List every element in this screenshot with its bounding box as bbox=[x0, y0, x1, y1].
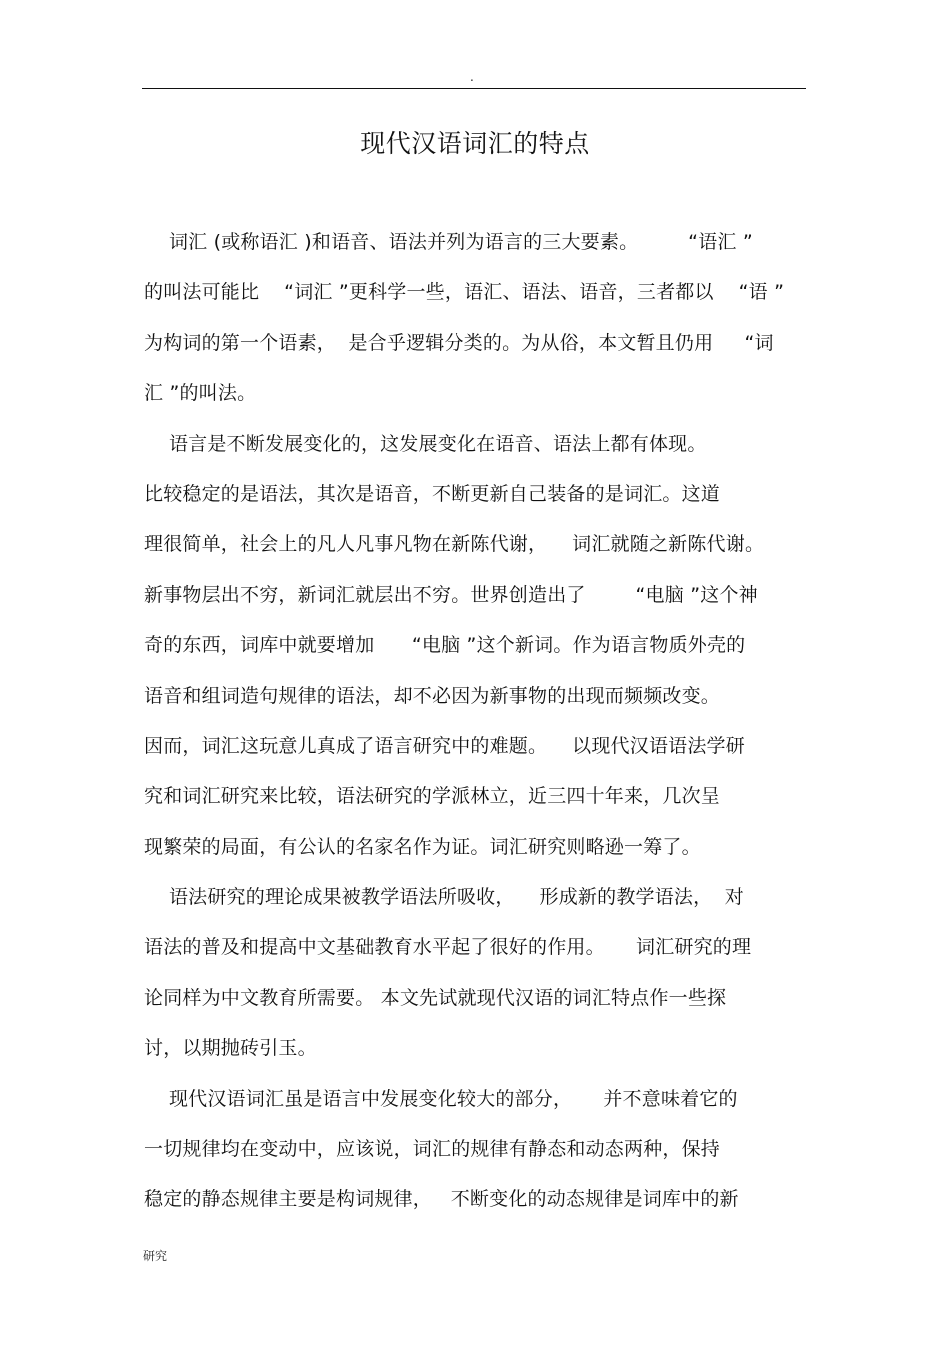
document-title: 现代汉语词汇的特点 bbox=[360, 129, 590, 158]
body-line: 词汇 (或称语汇 )和语音、语法并列为语言的三大要素。 “语汇 ” bbox=[144, 231, 753, 253]
footer-label: 研究 bbox=[143, 1249, 168, 1263]
body-line: 新事物层出不穷，新词汇就层出不穷。世界创造出了 “电脑 ”这个神 bbox=[144, 583, 758, 606]
body-line: 稳定的静态规律主要是构词规律， 不断变化的动态规律是词库中的新 bbox=[144, 1188, 739, 1211]
document-body bbox=[144, 222, 824, 1230]
body-line: 语法的普及和提高中文基础教育水平起了很好的作用。 词汇研究的理 bbox=[144, 936, 752, 959]
body-line: 因而，词汇这玩意儿真成了语言研究中的难题。 以现代汉语语法学研 bbox=[144, 734, 745, 757]
body-line: 为构词的第一个语素， 是合乎逻辑分类的。为从俗，本文暂且仍用 “词 bbox=[144, 331, 774, 354]
body-line: 的叫法可能比 “词汇 ”更科学一些，语汇、语法、语音，三者都以 “语 ” bbox=[144, 281, 785, 304]
body-line: 一切规律均在变动中，应该说，词汇的规律有静态和动态两种，保持 bbox=[144, 1138, 721, 1161]
body-line: 奇的东西，词库中就要增加 “电脑 ”这个新词。作为语言物质外壳的 bbox=[144, 634, 746, 657]
body-line: 语法研究的理论成果被教学语法所吸收， 形成新的教学语法， 对 bbox=[144, 886, 744, 909]
body-line: 讨，以期抛砖引玉。 bbox=[144, 1037, 317, 1060]
body-line: 比较稳定的是语法，其次是语音，不断更新自己装备的是词汇。这道 bbox=[144, 482, 721, 505]
body-line: 现繁荣的局面，有公认的名家名作为证。词汇研究则略逊一筹了。 bbox=[144, 835, 701, 858]
header-mark: . bbox=[470, 70, 474, 84]
body-line: 语音和组词造句规律的语法，却不必因为新事物的出现而频频改变。 bbox=[144, 684, 721, 707]
body-line: 论同样为中文教育所需要。 本文先试就现代汉语的词汇特点作一些探 bbox=[144, 986, 727, 1009]
body-line: 语言是不断发展变化的，这发展变化在语音、语法上都有体现。 bbox=[144, 432, 707, 455]
body-line: 理很简单，社会上的凡人凡事凡物在新陈代谢， 词汇就随之新陈代谢。 bbox=[144, 533, 765, 556]
body-line: 现代汉语词汇虽是语言中发展变化较大的部分， 并不意味着它的 bbox=[144, 1087, 738, 1110]
body-line: 汇 ”的叫法。 bbox=[144, 382, 257, 405]
header-rule bbox=[142, 88, 806, 89]
body-line: 究和词汇研究来比较，语法研究的学派林立，近三四十年来，几次呈 bbox=[144, 785, 721, 808]
